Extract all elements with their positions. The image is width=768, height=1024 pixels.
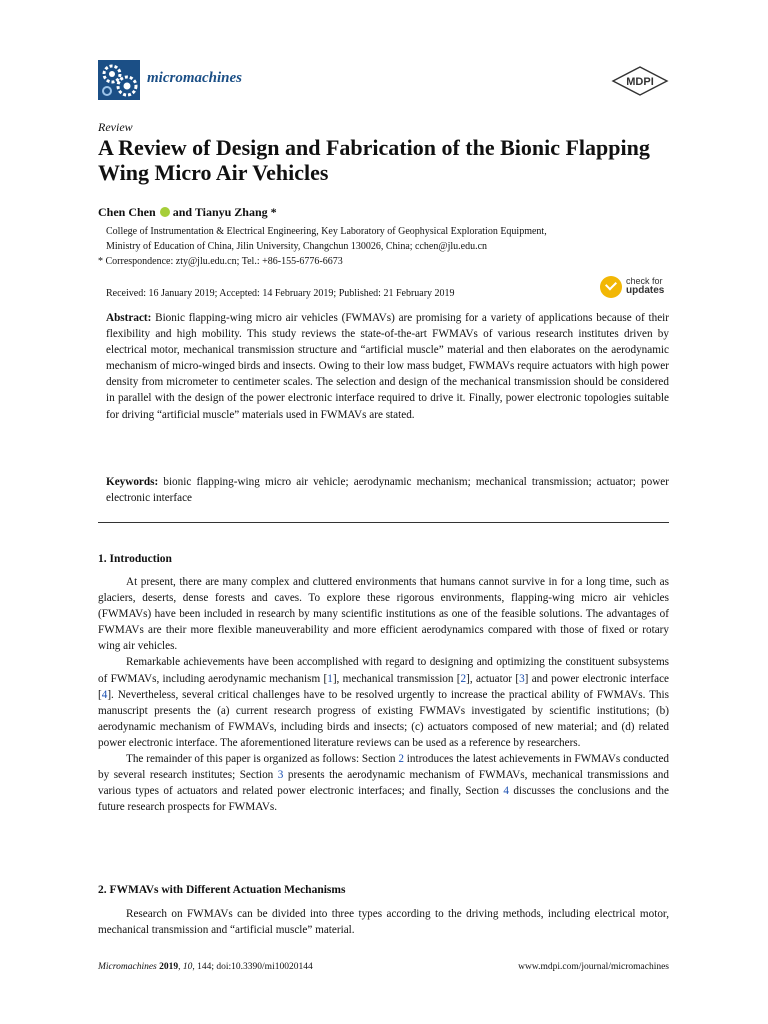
citation-link[interactable]: 3 bbox=[519, 672, 525, 685]
affiliation-line: Ministry of Education of China, Jilin University, Changchun 130026, China; cchen@jlu.edu.cn bbox=[106, 241, 488, 252]
text-run: discusses the conclusions and the future research prospects for FWMAVs. bbox=[98, 785, 669, 814]
text-run: ]. Nevertheless, several critical challenges have to be resolved urgently to increase the practical ability of FWMAVs. This manuscript presents the (a) current research progress of existing FWMAVs investigated by scientific institutions; (b) aerodynamic mechanism of FWMAVs, including birds and insects; (c) actuators composed of new material; and (d) related power electronic interface. The aforementioned literature reviews can be used as a reference by researchers. bbox=[98, 688, 669, 749]
section-body bbox=[98, 574, 669, 815]
author-name: Chen Chen bbox=[98, 205, 156, 219]
micromachines-logo-icon bbox=[98, 60, 140, 100]
text-run: Remarkable achievements have been accomplished with regard to designing and optimizing the constituent subsystems of FWMAVs, including aerodynamic mechanism [ bbox=[98, 656, 669, 685]
citation-link[interactable]: 2 bbox=[460, 672, 467, 685]
publication-dates: Received: 16 January 2019; Accepted: 14 February 2019; Published: 21 February 2019 bbox=[106, 288, 455, 299]
affiliations bbox=[98, 224, 678, 269]
paper-title: A Review of Design and Fabrication of the Bionic Flapping Wing Micro Air Vehicles bbox=[98, 135, 650, 185]
text-run: ], mechanical transmission [ bbox=[332, 672, 461, 685]
footer-journal: Micromachines bbox=[98, 962, 157, 972]
abstract bbox=[106, 310, 669, 423]
author-name: and Tianyu Zhang * bbox=[172, 205, 277, 219]
footer-citation: Micromachines 2019, 10, 144; doi:10.3390/mi10020144 bbox=[98, 962, 313, 972]
section-body bbox=[98, 906, 669, 938]
abstract-text: Bionic flapping-wing micro air vehicles (FWMAVs) are promising for a variety of applications because of their flexibility and high mobility. This study reviews the state-of-the-art FWMAVs of various research institutes driven by electrical motor, mechanical transmission structure and “artificial muscle” material and then elaborates on the aerodynamic mechanism of micro-winged birds and insects. Owing to their low mass budget, FWMAVs require actuators with high power density from micrometer to centimeter scales. The selection and design of the mechanical transmission should be considered in parallel with the design of the power electronic interface required to drive it. Finally, power electronic topologies suitable for driving “artificial muscle” materials used in FWMAVs are stated. bbox=[106, 312, 669, 421]
mdpi-logo-icon bbox=[611, 66, 669, 96]
article-type: Review bbox=[98, 120, 133, 134]
section-link[interactable]: 3 bbox=[277, 769, 284, 782]
author-list bbox=[98, 205, 277, 220]
text-run: The remainder of this paper is organized as follows: Section bbox=[126, 753, 399, 766]
text-run: ] and power electronic interface [ bbox=[98, 672, 670, 701]
divider bbox=[98, 522, 669, 523]
keywords-text: bionic flapping-wing micro air vehicle; aerodynamic mechanism; mechanical transmission; actuator; power electronic interface bbox=[106, 476, 669, 504]
footer-year: 2019 bbox=[159, 962, 179, 972]
check-updates-label: updates bbox=[626, 285, 665, 296]
section-heading: 2. FWMAVs with Different Actuation Mechanisms bbox=[98, 884, 346, 896]
footer-doi: , 144; doi:10.3390/mi10020144 bbox=[192, 962, 313, 972]
text-run: presents the aerodynamic mechanism of FWMAVs, mechanical transmissions and various types of actuators and related power electronic interfaces; and finally, Section bbox=[98, 769, 669, 798]
section-link[interactable]: 2 bbox=[398, 753, 404, 766]
journal-name: micromachines bbox=[147, 70, 243, 86]
footer-volume: 10 bbox=[182, 962, 193, 972]
footer-url[interactable]: www.mdpi.com/journal/micromachines bbox=[518, 962, 669, 972]
section-heading: 1. Introduction bbox=[98, 553, 172, 565]
correspondence: * Correspondence: zty@jlu.edu.cn; Tel.: +86-155-6776-6673 bbox=[98, 256, 343, 267]
text-run: ], actuator [ bbox=[466, 672, 520, 685]
check-for-updates-button[interactable] bbox=[600, 276, 670, 300]
text-run: introduces the latest achievements in FWMAVs conducted by several research institutes; Section bbox=[98, 753, 669, 782]
abstract-label: Abstract: bbox=[106, 312, 152, 324]
checkmark-icon bbox=[600, 276, 622, 298]
affiliation-line: College of Instrumentation & Electrical Engineering, Key Laboratory of Geophysical Exploration Equipment, bbox=[106, 226, 547, 237]
citation-link[interactable]: 4 bbox=[101, 688, 108, 701]
paragraph bbox=[98, 654, 669, 751]
paragraph: At present, there are many complex and cluttered environments that humans cannot survive in for a long time, such as glaciers, deserts, dense forests and caves. To explore these rigorous environments, flapping-wing micro air vehicles (FWMAVs) have been included in research by many scientific institutions as one of the feasible solutions. The advantages of FWMAVs are their more flexible maneuverability and more efficient aerodynamics compared with those of fixed or rotary wing air vehicles. bbox=[98, 576, 669, 653]
check-updates-label: check for bbox=[626, 276, 663, 286]
section-link[interactable]: 4 bbox=[503, 785, 509, 798]
paragraph: Research on FWMAVs can be divided into three types according to the driving methods, including electrical motor, mechanical transmission and “artificial muscle” material. bbox=[98, 908, 669, 937]
keywords-label: Keywords: bbox=[106, 476, 159, 488]
paragraph bbox=[98, 751, 669, 815]
keywords bbox=[106, 474, 669, 506]
svg-text:MDPI: MDPI bbox=[626, 76, 654, 88]
citation-link[interactable]: 1 bbox=[327, 672, 333, 685]
orcid-icon[interactable] bbox=[160, 207, 170, 217]
